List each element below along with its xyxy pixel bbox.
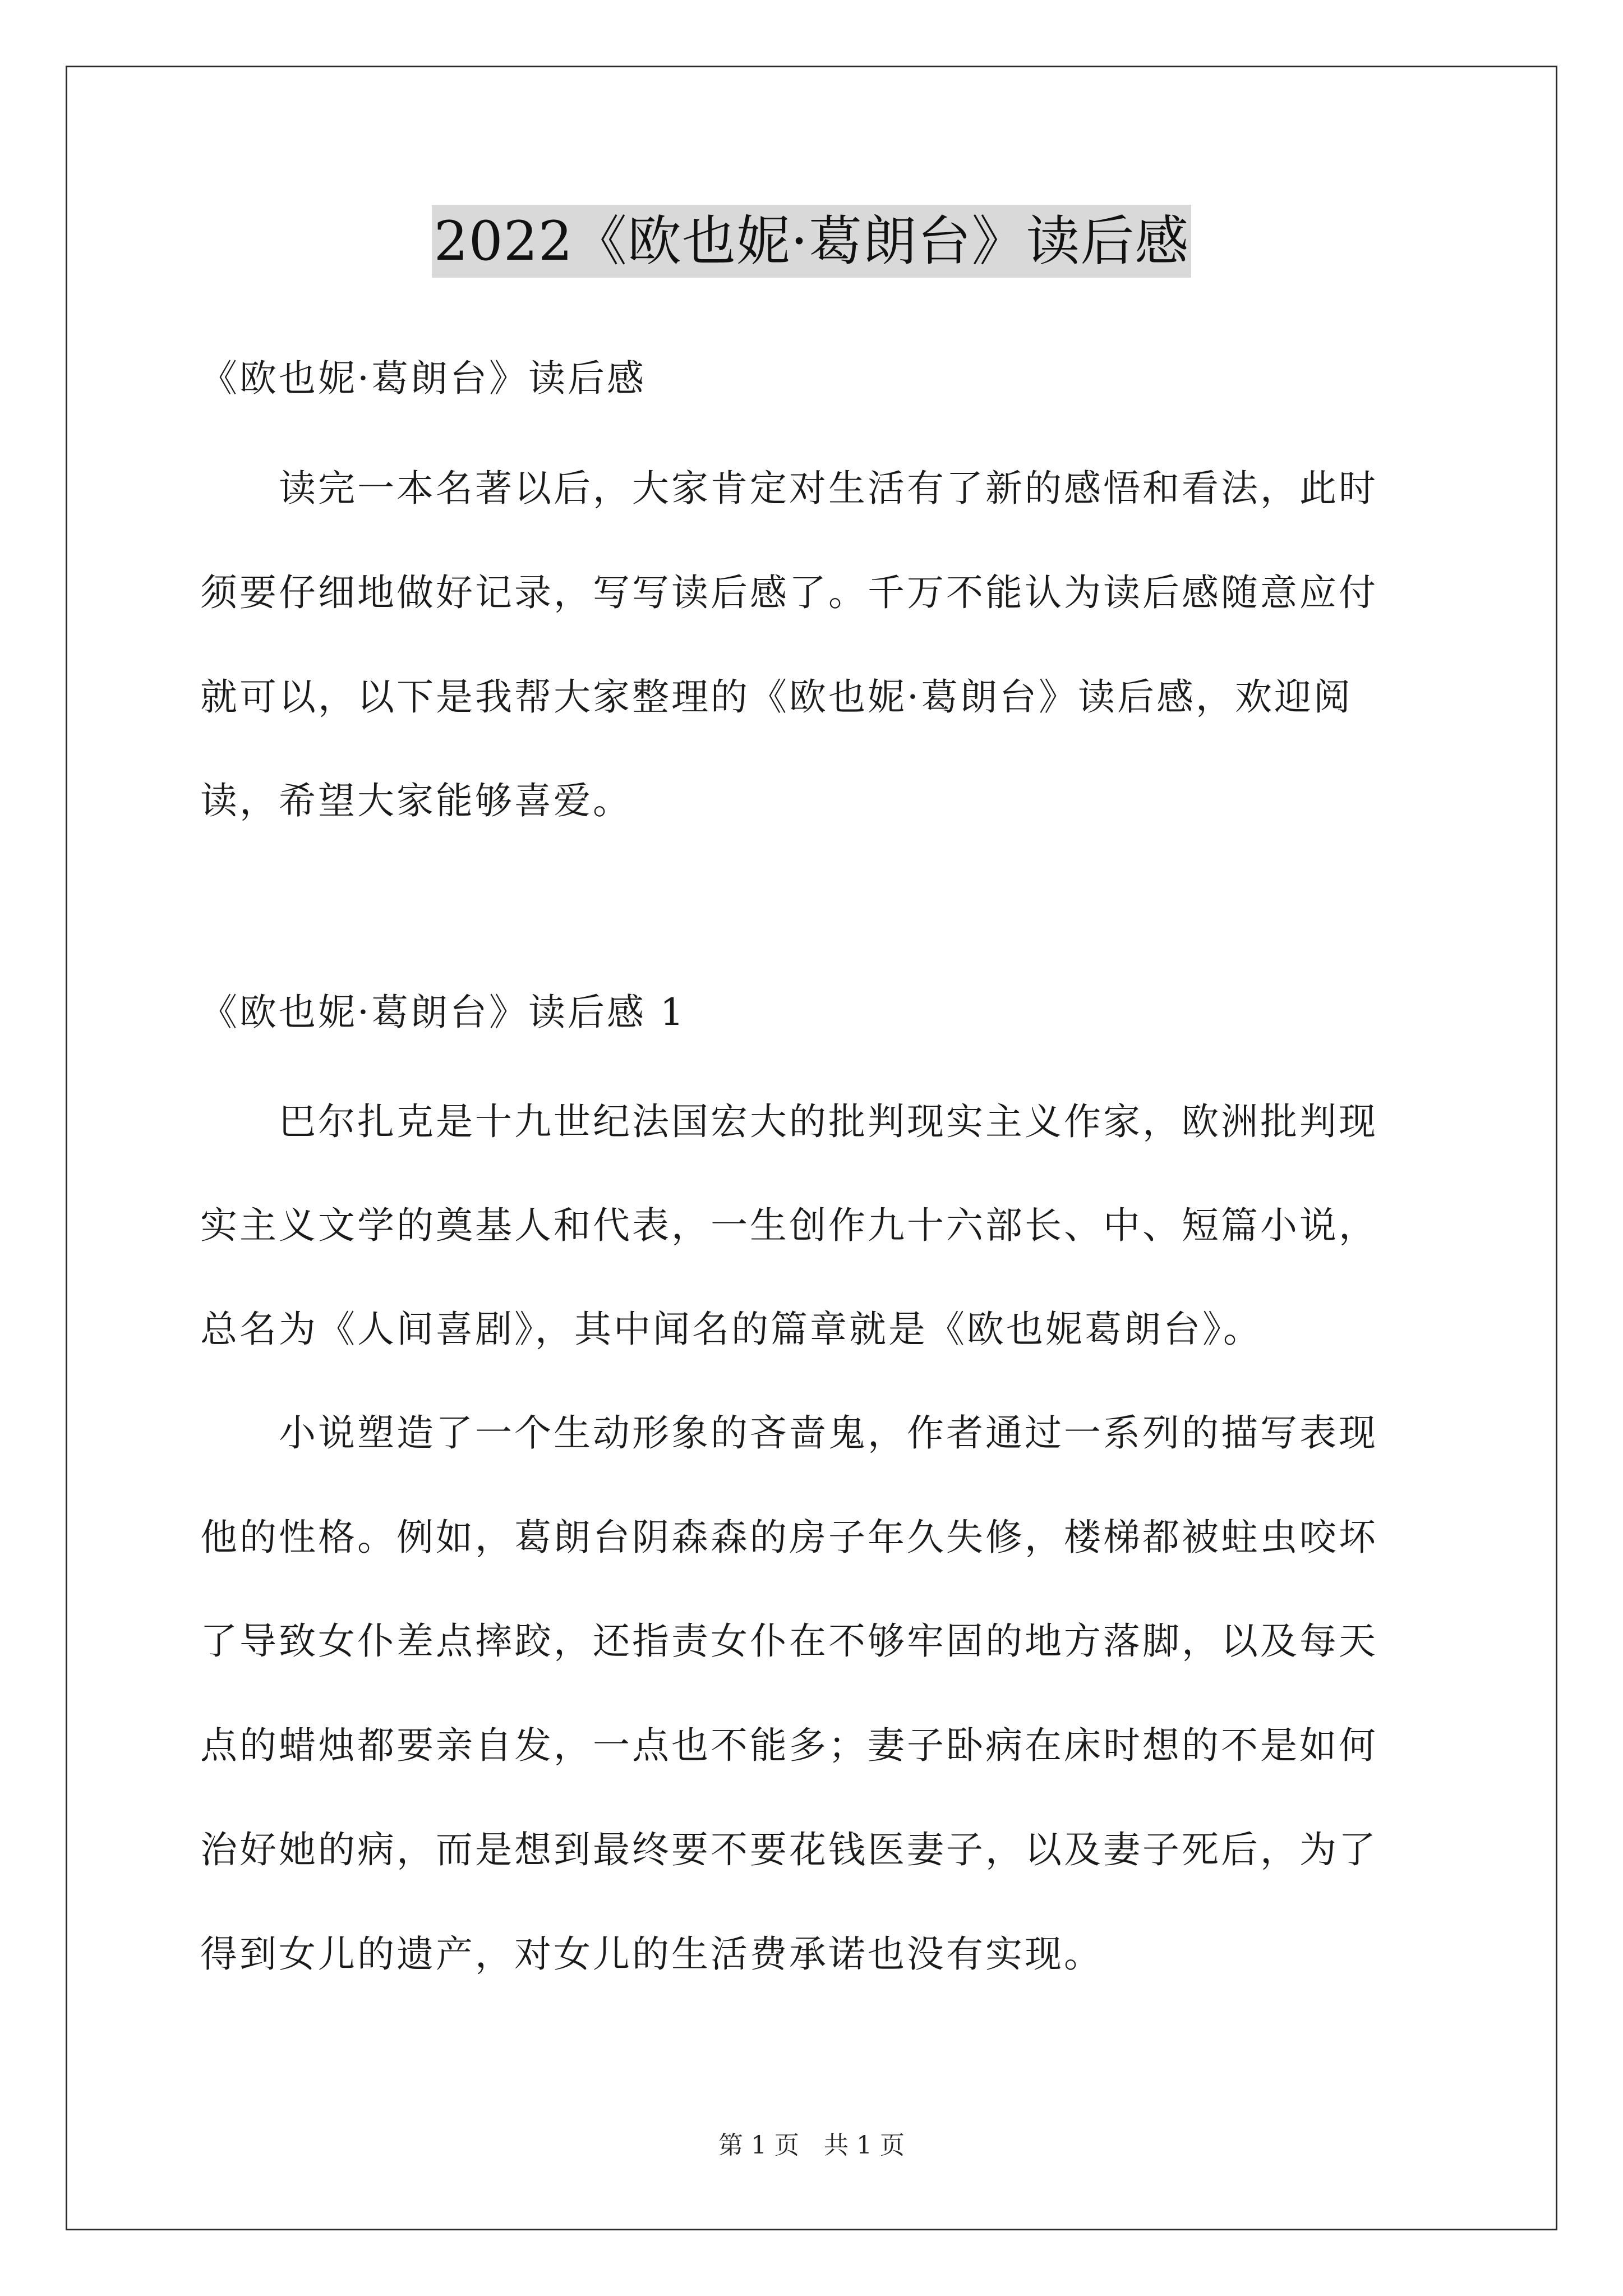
title-container	[0, 205, 1623, 278]
paragraph-line: 实主义文学的奠基人和代表，一生创作九十六部长、中、短篇小说，	[200, 1204, 1378, 1247]
paragraph-line: 巴尔扎克是十九世纪法国宏大的批判现实主义作家，欧洲批判现	[279, 1100, 1378, 1143]
intro-line: 读完一本名著以后，大家肯定对生活有了新的感悟和看法，此时	[279, 467, 1378, 510]
paragraph-line: 治好她的病，而是想到最终要不要花钱医妻子，以及妻子死后，为了	[200, 1828, 1378, 1871]
document-title: 2022《欧也妮·葛朗台》读后感	[432, 205, 1192, 278]
page-footer: 第 1 页 共 1 页	[718, 2131, 905, 2160]
intro-line: 须要仔细地做好记录，写写读后感了。千万不能认为读后感随意应付	[200, 571, 1378, 614]
paragraph-line: 点的蜡烛都要亲自发，一点也不能多；妻子卧病在床时想的不是如何	[200, 1724, 1378, 1767]
subtitle: 《欧也妮·葛朗台》读后感	[200, 357, 646, 400]
section-heading: 《欧也妮·葛朗台》读后感 1	[200, 991, 686, 1034]
paragraph-line: 小说塑造了一个生动形象的吝啬鬼，作者通过一系列的描写表现	[279, 1411, 1378, 1455]
paragraph-line: 他的性格。例如，葛朗台阴森森的房子年久失修，楼梯都被蛀虫咬坏	[200, 1516, 1378, 1559]
intro-line: 就可以，以下是我帮大家整理的《欧也妮·葛朗台》读后感，欢迎阅	[200, 675, 1353, 719]
paragraph-line: 了导致女仆差点摔跤，还指责女仆在不够牢固的地方落脚，以及每天	[200, 1619, 1378, 1663]
intro-line: 读，希望大家能够喜爱。	[200, 779, 632, 822]
paragraph-line: 得到女儿的遗产，对女儿的生活费承诺也没有实现。	[200, 1932, 1103, 1976]
paragraph-line: 总名为《人间喜剧》，其中闻名的篇章就是《欧也妮葛朗台》。	[200, 1308, 1262, 1351]
